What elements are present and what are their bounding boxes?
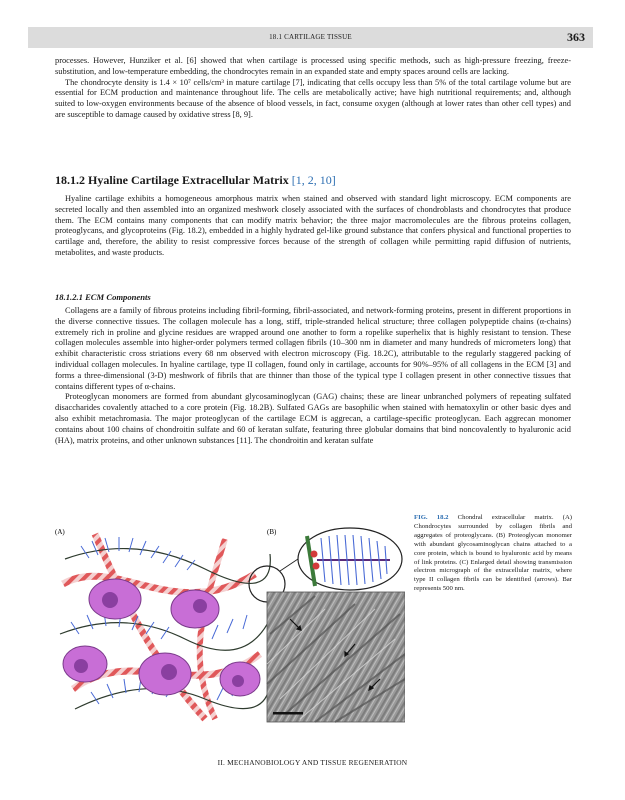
figure-label: FIG. 18.2 <box>414 514 449 521</box>
subsection-text <box>55 306 571 446</box>
figure-18-2 <box>55 514 405 724</box>
intro-paragraph-1: processes. However, Hunziker et al. [6] showed that when cartilage is processed using specific methods, such as high-pressure freezing, freeze-substitution, and low-temperature embedding, the chondrocytes remain in an expanded state and empty spaces around cells are lacking. <box>55 56 571 76</box>
link-protein <box>311 551 318 558</box>
panel-a-illustration <box>60 534 285 719</box>
panel-b-illustration <box>298 528 402 590</box>
zoom-arrow-b <box>280 559 298 571</box>
proteoglycan-chain <box>60 619 270 650</box>
running-header <box>28 27 593 48</box>
section-title: Hyaline Cartilage Extracellular Matrix <box>88 173 289 187</box>
subsection-heading: 18.1.2.1 ECM Components <box>55 292 151 302</box>
panel-c-micrograph <box>267 592 405 722</box>
intro-paragraph-2: The chondrocyte density is 1.4 × 10⁷ cells/cm³ in mature cartilage [7], indicating that cells occupy less than 5% of the total cartilage volume but are essential for ECM production and maintenance throughout life. The cells are metabolically active; have high nutritional requirements; and, although suited to low-oxygen environments because of the absence of blood vessels, in fact, consume oxygen (although at lower rates than other cell types) and are susceptible to damage caused by oxidative stress [8, 9]. <box>55 77 571 119</box>
section-paragraph-1: Hyaline cartilage exhibits a homogeneous amorphous matrix when stained and observed with standard light microscopy. ECM components are secreted locally and then assembled into an organized meshwork closely associated with the surfaces of chondroblasts and chondrocytes that produce them. The ECM contains many components that can modify matrix behavior; the three major macromolecules are the fibrous proteins collagen, proteoglycans, and glycoproteins (Fig. 18.2), embedded in a highly hydrated gel-like ground substance that confers physical and functional properties to cartilage and, therefore, the ability to resist compressive forces because of the strength of collagen while permitting rapid diffusion of nutrients, metabolites, and waste products. <box>55 194 571 257</box>
section-number: 18.1.2 <box>55 173 85 187</box>
figure-caption <box>414 514 572 594</box>
intro-text <box>55 56 571 121</box>
figure-caption-text: Chondral extracellular matrix. (A) Chondrocytes surrounded by collagen fibrils and aggregates of proteoglycans. (B) Proteoglycan monomer with abundant glycosaminoglycan chains attached to a core protein, which is bound to hyaluronic acid by means of link proteins. (C) Enlarged detail showing transmission electron micrograph of the extracellular matrix, where type II collagen fibrils can be identified (arrows). Bar represents 500 nm. <box>414 514 572 593</box>
running-title: 18.1 CARTILAGE TISSUE <box>269 33 352 41</box>
part-footer: II. MECHANOBIOLOGY AND TISSUE REGENERATION <box>217 758 408 767</box>
subsection-paragraph-2: Proteoglycan monomers are formed from abundant glycosaminoglycan (GAG) chains; these are linear unbranched polymers of repeating sulfated disaccharides covalently attached to a core protein (Fig. 18.2B). Sulfated GAGs are basophilic when stained with hematoxylin or other basic dyes and also exhibit metachromasia. The major proteoglycan of the cartilage ECM is aggrecan, a cartilage-specific proteoglycan. Each aggrecan monomer contains about 100 chains of chondroitin sulfate and 60 of keratan sulfate, featuring three globular domains that bind noncovalently to hyaluronic acid (HA), matrix proteins, and other unknown substances [11]. The chondroitin and keratan sulfate <box>55 392 571 445</box>
subsection-paragraph-1: Collagens are a family of fibrous proteins including fibril-forming, fibril-associated, and network-forming proteins, present in different proportions in the diverse connective tissues. The collagen molecule has a long, stiff, triple-stranded helical structure; three collagen polypeptide chains (α-chains) extremely rich in proline and glycine residues are wrapped around one another to form a ropelike superhelix that is highly resistant to tension. These collagen molecules assemble into higher-order polymers termed collagen fibrils (10–300 nm in diameter and many hundreds of micrometers long) that exhibit characteristic cross striations every 68 nm observed with electron microscopy (Fig. 18.2C), attributable to the regularly staggered packing of individual collagen molecules. In hyaline cartilage, type II collagen, found only in cartilage, accounts for 90%–95% of all collagens in the ECM [3] and forms a three-dimensional (3-D) meshwork of fibrils that are thinner than those of the typical type I collagen present in other connective tissues that contains different types of α-chains. <box>55 306 571 391</box>
page-number: 363 <box>567 30 585 44</box>
panel-b-label: (B) <box>267 528 277 536</box>
scale-bar <box>273 712 303 715</box>
section-refs-link[interactable]: [1, 2, 10] <box>291 173 336 187</box>
panel-a-label: (A) <box>55 528 65 536</box>
section-heading <box>55 173 336 188</box>
link-protein <box>313 563 320 570</box>
section-text <box>55 194 571 259</box>
